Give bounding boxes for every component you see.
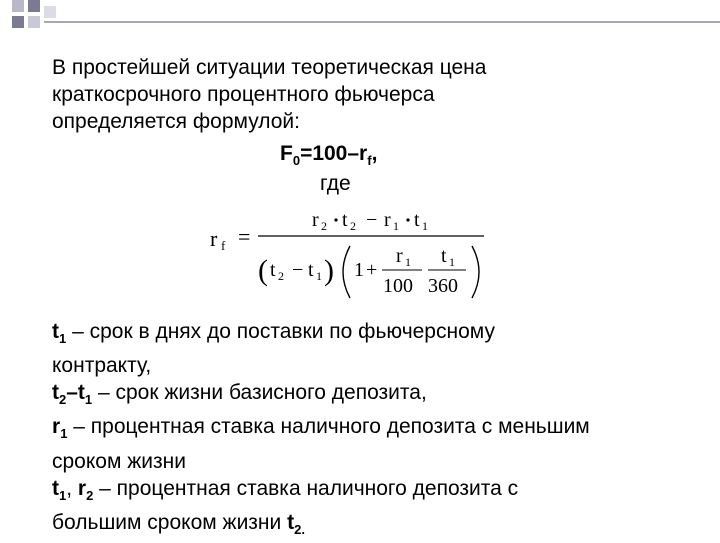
deco-square [12,16,24,28]
den-minus: − [292,259,304,281]
inner-100: 100 [383,275,413,297]
decorative-header [0,0,720,40]
num-t2: t [342,209,348,231]
den-plus: + [366,259,378,281]
definition-line: $r_1$ – процентная ставка наличного депозита с меньшим [52,415,590,442]
den-one: 1 [354,259,364,281]
inner-r1-sub: 1 [405,255,411,269]
definition-line: $t_1$ – срок в днях до поставки по фьючерсному [52,320,495,347]
num-t1-sub: 1 [422,219,428,233]
num-minus: − [366,209,378,231]
inner-r1: r [396,245,403,267]
num-r2: r [312,209,319,231]
deco-square [28,0,40,12]
inner-t1: t [441,245,447,267]
main-formula: $F_0=100-r_f$, [280,142,378,169]
num-t1: t [414,209,420,231]
big-paren-right [472,246,479,298]
deco-square [44,6,56,18]
big-paren-left [343,246,350,298]
where-label: где [320,172,351,195]
definition-line: $t_1$, $r_2$ – процентная ставка наличного депозита с [52,476,519,503]
num-r1-sub: 1 [393,219,399,233]
eq-lhs-sub: f [221,238,226,253]
intro-line: определяется формулой: [52,110,300,133]
num-t2-sub: 2 [350,219,356,233]
den-t2-sub: 2 [278,269,284,283]
num-dot [334,218,337,221]
definition-line: большим сроком жизни $t_{2.}$ [52,510,305,537]
eq-lhs: r [210,226,218,251]
paren-right: ) [324,254,334,287]
definitions [52,318,590,543]
num-r2-sub: 2 [321,219,327,233]
intro-line: В простейшей ситуации теоретическая цена [52,56,487,79]
intro-text [52,54,486,135]
inner-t1-sub: 1 [449,255,455,269]
paren-left: ( [258,254,268,287]
num-r1: r [384,209,391,231]
deco-square [12,0,24,12]
den-t1: t [308,259,314,281]
intro-line: краткосрочного процентного фьючерса [52,83,435,106]
definition-line: $t_2-t_1$ – срок жизни базисного депозита, [52,381,427,408]
inner-360: 360 [428,275,458,297]
definition-line: контракту, [52,354,152,378]
rf-equation [208,200,498,310]
eq-equals: = [238,224,251,249]
definition-line: сроком жизни [52,449,186,473]
deco-square [28,16,40,28]
den-t1-sub: 1 [316,269,322,283]
num-dot [406,218,409,221]
den-t2: t [270,259,276,281]
